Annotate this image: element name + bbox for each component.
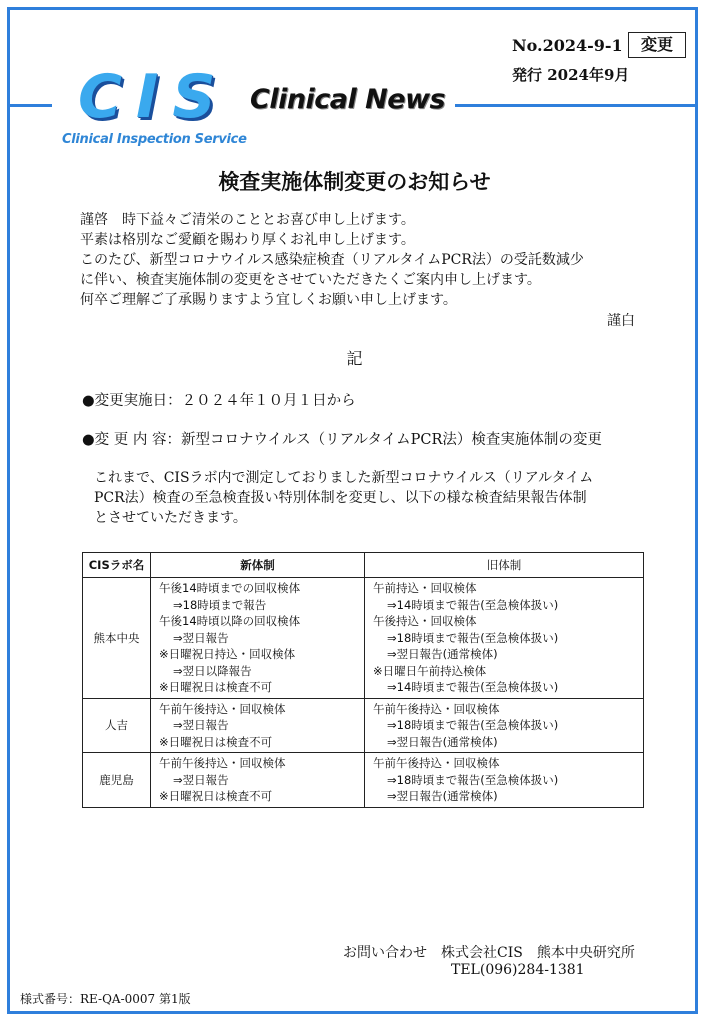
schedule-line: ⇒18時頃まで報告(至急検体扱い)	[387, 718, 559, 732]
schedule-line: ⇒翌日報告	[173, 772, 229, 787]
old-system-cell	[365, 698, 644, 753]
table-row	[83, 753, 644, 808]
ki-heading: 記	[346, 349, 363, 368]
schedule-line: ⇒18時頃まで報告	[173, 597, 267, 612]
schedule-line: ⇒翌日報告(通常検体)	[387, 647, 498, 661]
schedule-line: 午前持込・回収検体	[373, 581, 477, 595]
header-rule-left	[10, 104, 52, 107]
old-system-cell	[365, 578, 644, 699]
schedule-line: ⇒14時頃まで報告(至急検体扱い)	[387, 597, 559, 612]
lab-name-cell: 人吉	[83, 698, 151, 753]
document-number: No.2024-9-1	[512, 36, 623, 55]
old-system-cell	[365, 753, 644, 808]
schedule-line: 午後14時頃までの回収検体	[159, 581, 301, 595]
header-old-system: 旧体制	[365, 553, 644, 578]
table-row	[83, 698, 644, 753]
contact-info: お問い合わせ 株式会社CIS 熊本中央研究所	[343, 945, 635, 961]
table-row	[83, 578, 644, 699]
schedule-line: ⇒翌日報告(通常検体)	[387, 789, 498, 803]
paragraph-line: PCR法）検査の至急検査扱い特別体制を変更し、以下の様な検査結果報告体制	[94, 490, 587, 506]
phone-number: TEL(096)284-1381	[451, 962, 585, 978]
body-line: に伴い、検査実施体制の変更をさせていただきたくご案内申し上げます。	[80, 272, 541, 288]
schedule-table	[82, 552, 644, 808]
schedule-line: 午後14時頃以降の回収検体	[159, 614, 301, 628]
schedule-line: 午前午後持込・回収検体	[159, 701, 286, 716]
explanation-paragraph	[94, 468, 593, 528]
body-line: 謹啓 時下益々ご清栄のこととお喜び申し上げます。	[80, 212, 415, 228]
newsletter-name: Clinical News	[250, 84, 446, 115]
issue-date: 発行 2024年9月	[512, 66, 630, 84]
cis-logo: CIS	[78, 62, 230, 132]
new-system-cell	[151, 698, 365, 753]
lab-name-cell: 鹿児島	[83, 753, 151, 808]
schedule-line: ⇒翌日報告	[173, 718, 229, 732]
header-rule-right	[455, 104, 698, 107]
paragraph-line: とさせていただきます。	[94, 510, 247, 526]
schedule-line: ⇒14時頃まで報告(至急検体扱い)	[387, 680, 559, 694]
header-new-system: 新体制	[151, 553, 365, 578]
schedule-line: ⇒18時頃まで報告(至急検体扱い)	[387, 772, 559, 787]
schedule-line: ※日曜日午前持込検体	[373, 663, 487, 678]
schedule-line: 午前午後持込・回収検体	[159, 756, 286, 770]
body-line: 平素は格別なご愛顧を賜わり厚くお礼申し上げます。	[80, 232, 415, 248]
schedule-line: ⇒翌日報告(通常検体)	[387, 734, 498, 749]
lab-name-cell: 熊本中央	[83, 578, 151, 699]
schedule-line: ※日曜祝日は検査不可	[159, 680, 273, 694]
new-system-cell	[151, 753, 365, 808]
logo-subtitle: Clinical Inspection Service	[62, 132, 247, 147]
body-line: このたび、新型コロナウイルス感染症検査（リアルタイムPCR法）の受託数減少	[80, 252, 584, 268]
paragraph-line: これまで、CISラボ内で測定しておりました新型コロナウイルス（リアルタイム	[94, 470, 594, 486]
change-date-item: ●変更実施日：２０２４年１０月１日から	[82, 393, 356, 409]
schedule-line: 午前午後持込・回収検体	[373, 756, 500, 770]
closing-word: 謹白	[607, 313, 635, 329]
schedule-line: ⇒18時頃まで報告(至急検体扱い)	[387, 630, 559, 645]
schedule-line: ※日曜祝日持込・回収検体	[159, 647, 296, 661]
schedule-line: ※日曜祝日は検査不可	[159, 789, 273, 803]
schedule-line: 午後持込・回収検体	[373, 614, 477, 628]
schedule-line: ⇒翌日報告	[173, 630, 229, 645]
table-header-row	[83, 553, 644, 578]
form-number: 様式番号：RE-QA-0007 第1版	[20, 992, 191, 1006]
notice-title: 検査実施体制変更のお知らせ	[218, 169, 491, 194]
change-content-item: ●変 更 内 容：新型コロナウイルス（リアルタイムPCR法）検査実施体制の変更	[82, 432, 602, 448]
schedule-line: ⇒翌日以降報告	[173, 663, 252, 678]
schedule-line: 午前午後持込・回収検体	[373, 701, 500, 716]
greeting-body	[80, 210, 584, 310]
change-badge: 変更	[628, 32, 686, 58]
header-lab: CISラボ名	[83, 553, 151, 578]
new-system-cell	[151, 578, 365, 699]
body-line: 何卒ご理解ご了承賜りますよう宜しくお願い申し上げます。	[80, 292, 457, 308]
schedule-line: ※日曜祝日は検査不可	[159, 734, 273, 749]
